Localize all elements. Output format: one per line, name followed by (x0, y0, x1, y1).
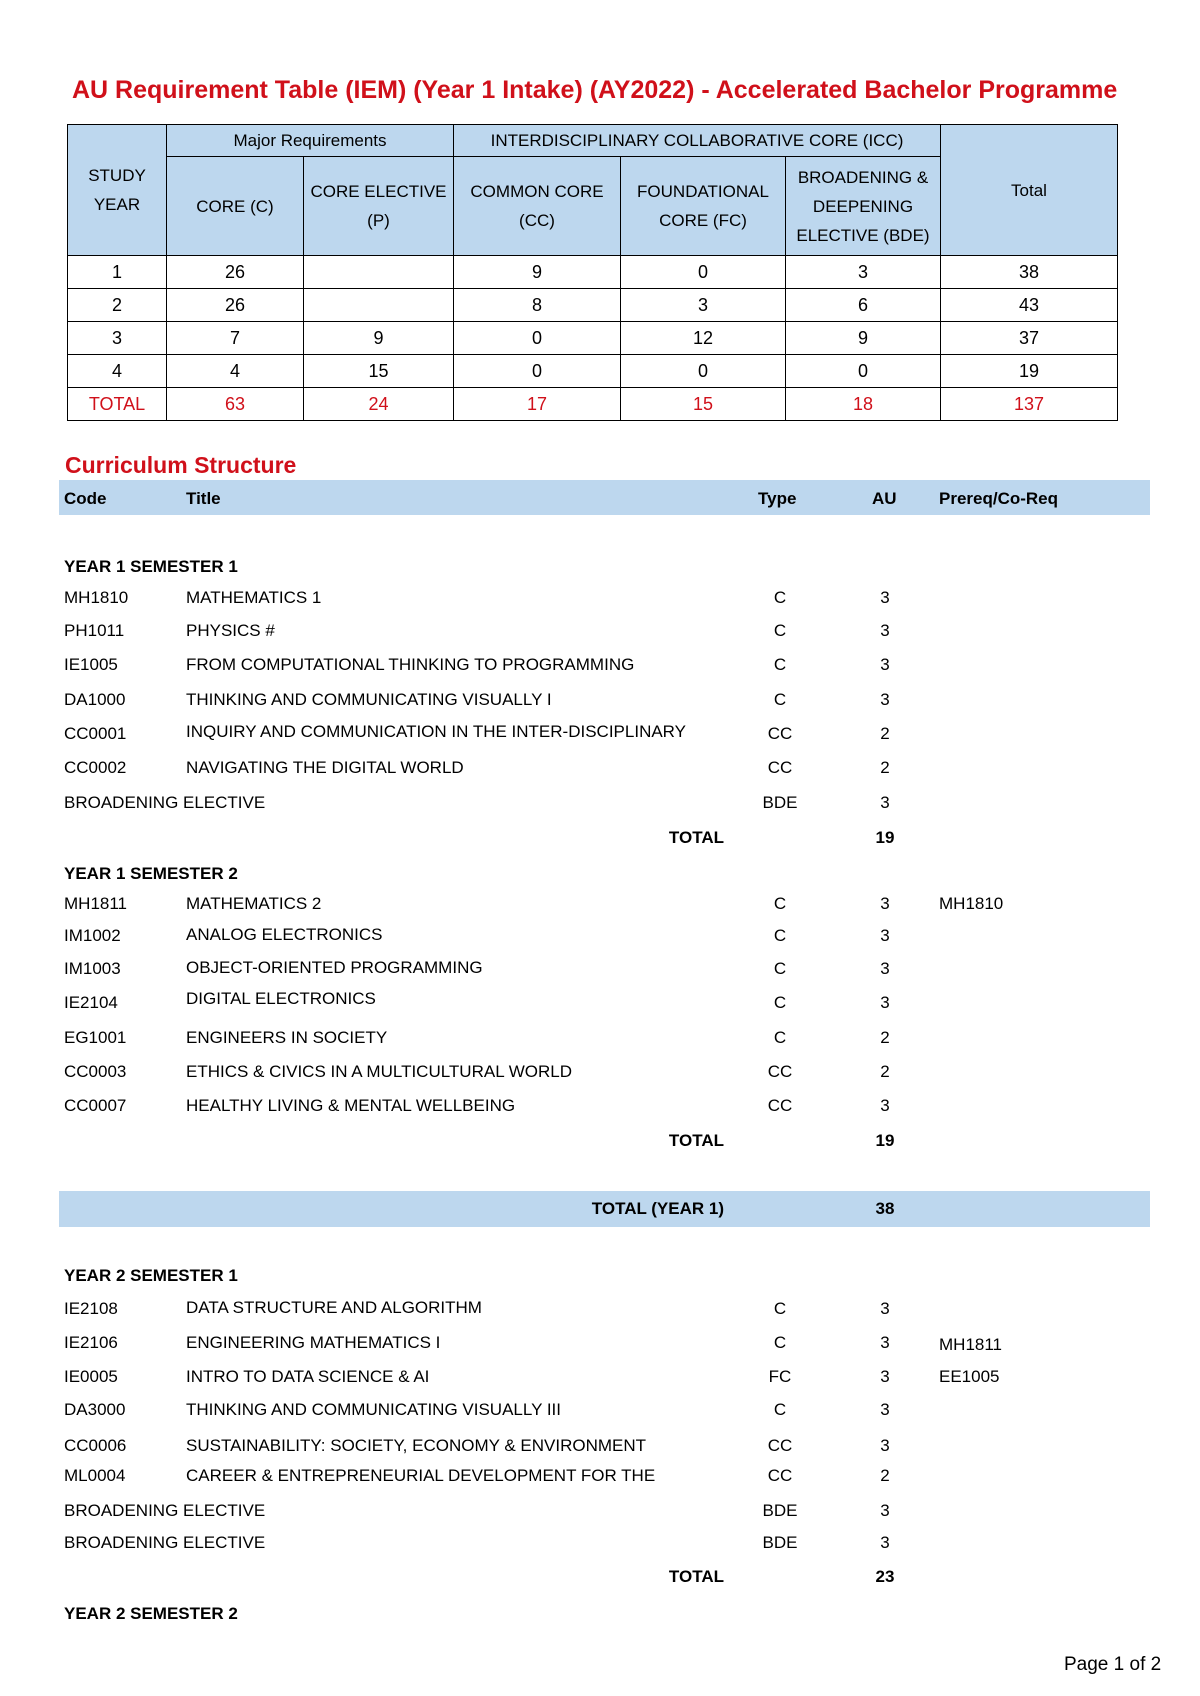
total-cell: 43 (941, 289, 1118, 322)
total-cell: 19 (941, 355, 1118, 388)
year-cell: 1 (68, 256, 167, 289)
core-cell: 26 (167, 289, 304, 322)
course-type: C (773, 894, 787, 913)
year-cell: 3 (68, 322, 167, 355)
course-type: C (773, 993, 787, 1012)
core-elective-header: CORE ELECTIVE (P) (304, 157, 454, 256)
foundational-core-header: FOUNDATIONAL CORE (FC) (621, 157, 786, 256)
bde-cell: 6 (786, 289, 941, 322)
course-title: THINKING AND COMMUNICATING VISUALLY I (186, 690, 552, 709)
course-title: SUSTAINABILITY: SOCIETY, ECONOMY & ENVIRONMENT (186, 1436, 647, 1455)
core-cell: 63 (167, 388, 304, 421)
course-au: 2 (880, 1028, 890, 1047)
core-elective-cell (304, 256, 454, 289)
course-code: EG1001 (64, 1028, 127, 1047)
major-requirements-header: Major Requirements (167, 125, 454, 157)
course-au: 3 (880, 588, 890, 607)
course-code: CC0003 (64, 1062, 127, 1081)
semester-total-label: TOTAL (668, 1131, 724, 1150)
course-title: ENGINEERING MATHEMATICS I (186, 1333, 441, 1352)
course-type: CC (767, 758, 793, 777)
course-code: IE2106 (64, 1333, 118, 1352)
year-cell: TOTAL (68, 388, 167, 421)
semester-heading: YEAR 2 SEMESTER 2 (64, 1604, 238, 1623)
table-row (68, 355, 1118, 388)
course-type: C (773, 926, 787, 945)
page-number: Page 1 of 2 (1064, 1654, 1162, 1675)
course-code: DA1000 (64, 690, 126, 709)
course-type: CC (767, 724, 793, 743)
course-code: BROADENING ELECTIVE (64, 1533, 266, 1552)
course-code: CC0002 (64, 758, 127, 777)
curriculum-structure-heading: Curriculum Structure (65, 452, 297, 478)
course-au: 3 (880, 1333, 890, 1352)
course-type: CC (767, 1466, 793, 1485)
course-title: DATA STRUCTURE AND ALGORITHM (186, 1298, 482, 1317)
table-row (68, 322, 1118, 355)
course-code: PH1011 (64, 621, 125, 640)
course-type: C (773, 588, 787, 607)
foundational-core-cell: 15 (621, 388, 786, 421)
course-au: 2 (880, 1466, 890, 1485)
foundational-core-cell: 3 (621, 289, 786, 322)
course-code: IM1003 (64, 959, 121, 978)
course-type: FC (768, 1367, 792, 1386)
course-type: BDE (762, 1501, 798, 1520)
bde-cell: 3 (786, 256, 941, 289)
course-au: 3 (880, 621, 890, 640)
common-core-cell: 17 (454, 388, 621, 421)
total-cell: 38 (941, 256, 1118, 289)
total-header: Total (941, 125, 1118, 256)
course-title: ENGINEERS IN SOCIETY (186, 1028, 388, 1047)
core-elective-cell: 15 (304, 355, 454, 388)
course-code: MH1810 (64, 588, 129, 607)
course-code: BROADENING ELECTIVE (64, 793, 266, 812)
total-cell: 37 (941, 322, 1118, 355)
code-column-header: Code (64, 489, 107, 508)
course-code: CC0001 (64, 724, 127, 743)
course-au: 3 (880, 1299, 890, 1318)
course-title: INQUIRY AND COMMUNICATION IN THE INTER-DISCIPLINARY (186, 722, 686, 741)
course-code: IE2108 (64, 1299, 118, 1318)
course-type: CC (767, 1096, 793, 1115)
course-type: C (773, 621, 787, 640)
course-title: DIGITAL ELECTRONICS (186, 989, 376, 1008)
course-au: 2 (880, 758, 890, 777)
total-cell: 137 (941, 388, 1118, 421)
core-elective-cell: 9 (304, 322, 454, 355)
course-type: C (773, 690, 787, 709)
au-requirement-table (67, 124, 1118, 421)
semester-total-value: 19 (875, 828, 895, 847)
course-au: 3 (880, 926, 890, 945)
course-type: C (773, 1333, 787, 1352)
course-au: 3 (880, 1096, 890, 1115)
semester-heading: YEAR 1 SEMESTER 2 (64, 864, 238, 883)
course-type: C (773, 1299, 787, 1318)
course-code: MH1811 (64, 894, 127, 913)
core-elective-cell (304, 289, 454, 322)
course-code: IE1005 (64, 655, 118, 674)
course-type: BDE (762, 1533, 798, 1552)
course-au: 3 (880, 1367, 890, 1386)
type-column-header: Type (758, 489, 797, 508)
course-type: CC (767, 1062, 793, 1081)
course-au: 2 (880, 724, 890, 743)
course-type: C (773, 1400, 787, 1419)
prereq-column-header: Prereq/Co-Req (939, 489, 1059, 508)
icc-header: INTERDISCIPLINARY COLLABORATIVE CORE (ICC) (454, 125, 941, 157)
course-code: DA3000 (64, 1400, 126, 1419)
course-prereq: MH1810 (939, 894, 1004, 913)
year-total-label: TOTAL (YEAR 1) (591, 1199, 724, 1218)
foundational-core-cell: 0 (621, 256, 786, 289)
semester-total-value: 23 (875, 1567, 895, 1586)
course-au: 3 (880, 1533, 890, 1552)
course-au: 3 (880, 959, 890, 978)
core-cell: 26 (167, 256, 304, 289)
bde-cell: 0 (786, 355, 941, 388)
course-au: 2 (880, 1062, 890, 1081)
core-cell: 4 (167, 355, 304, 388)
table-row (68, 256, 1118, 289)
bde-cell: 18 (786, 388, 941, 421)
course-type: C (773, 959, 787, 978)
common-core-cell: 0 (454, 355, 621, 388)
foundational-core-cell: 12 (621, 322, 786, 355)
foundational-core-cell: 0 (621, 355, 786, 388)
course-code: ML0004 (64, 1466, 126, 1485)
course-type: C (773, 655, 787, 674)
year-total-value: 38 (875, 1199, 895, 1218)
common-core-header: COMMON CORE (CC) (454, 157, 621, 256)
semester-heading: YEAR 1 SEMESTER 1 (64, 557, 238, 576)
year-cell: 2 (68, 289, 167, 322)
course-code: IM1002 (64, 926, 121, 945)
course-au: 3 (880, 1400, 890, 1419)
course-title: THINKING AND COMMUNICATING VISUALLY III (186, 1400, 561, 1419)
course-title: ETHICS & CIVICS IN A MULTICULTURAL WORLD (186, 1062, 573, 1081)
core-elective-cell: 24 (304, 388, 454, 421)
course-code: CC0007 (64, 1096, 127, 1115)
course-code: CC0006 (64, 1436, 127, 1455)
course-title: ANALOG ELECTRONICS (186, 925, 383, 944)
course-au: 3 (880, 993, 890, 1012)
course-au: 3 (880, 894, 890, 913)
bde-cell: 9 (786, 322, 941, 355)
course-code: IE0005 (64, 1367, 118, 1386)
course-code: BROADENING ELECTIVE (64, 1501, 266, 1520)
course-au: 3 (880, 690, 890, 709)
course-au: 3 (880, 1501, 890, 1520)
core-header: CORE (C) (167, 157, 304, 256)
semester-total-label: TOTAL (668, 1567, 724, 1586)
course-title: HEALTHY LIVING & MENTAL WELLBEING (186, 1096, 516, 1115)
course-type: BDE (762, 793, 798, 812)
course-au: 3 (880, 793, 890, 812)
course-prereq: MH1811 (939, 1335, 1002, 1354)
totals-row (68, 388, 1118, 421)
course-title: MATHEMATICS 2 (186, 894, 322, 913)
semester-heading: YEAR 2 SEMESTER 1 (64, 1266, 238, 1285)
course-type: CC (767, 1436, 793, 1455)
core-cell: 7 (167, 322, 304, 355)
course-title: OBJECT-ORIENTED PROGRAMMING (186, 958, 483, 977)
course-title: PHYSICS # (186, 621, 275, 640)
title-column-header: Title (186, 489, 221, 508)
course-title: MATHEMATICS 1 (186, 588, 322, 607)
document-title: AU Requirement Table (IEM) (Year 1 Intake) (AY2022) - Accelerated Bachelor Programme (72, 76, 1118, 104)
table-row (68, 289, 1118, 322)
course-prereq: EE1005 (939, 1367, 1000, 1386)
year-cell: 4 (68, 355, 167, 388)
course-code: IE2104 (64, 993, 118, 1012)
course-au: 3 (880, 655, 890, 674)
study-year-header: STUDY YEAR (68, 125, 167, 256)
au-column-header: AU (872, 489, 897, 508)
course-title: NAVIGATING THE DIGITAL WORLD (186, 758, 464, 777)
course-title: CAREER & ENTREPRENEURIAL DEVELOPMENT FOR THE (186, 1466, 656, 1485)
course-title: INTRO TO DATA SCIENCE & AI (186, 1367, 430, 1386)
course-type: C (773, 1028, 787, 1047)
common-core-cell: 9 (454, 256, 621, 289)
semester-total-value: 19 (875, 1131, 895, 1150)
course-au: 3 (880, 1436, 890, 1455)
common-core-cell: 0 (454, 322, 621, 355)
common-core-cell: 8 (454, 289, 621, 322)
course-title: FROM COMPUTATIONAL THINKING TO PROGRAMMING (186, 655, 635, 674)
semester-total-label: TOTAL (668, 828, 724, 847)
bde-header: BROADENING & DEEPENING ELECTIVE (BDE) (786, 157, 941, 256)
